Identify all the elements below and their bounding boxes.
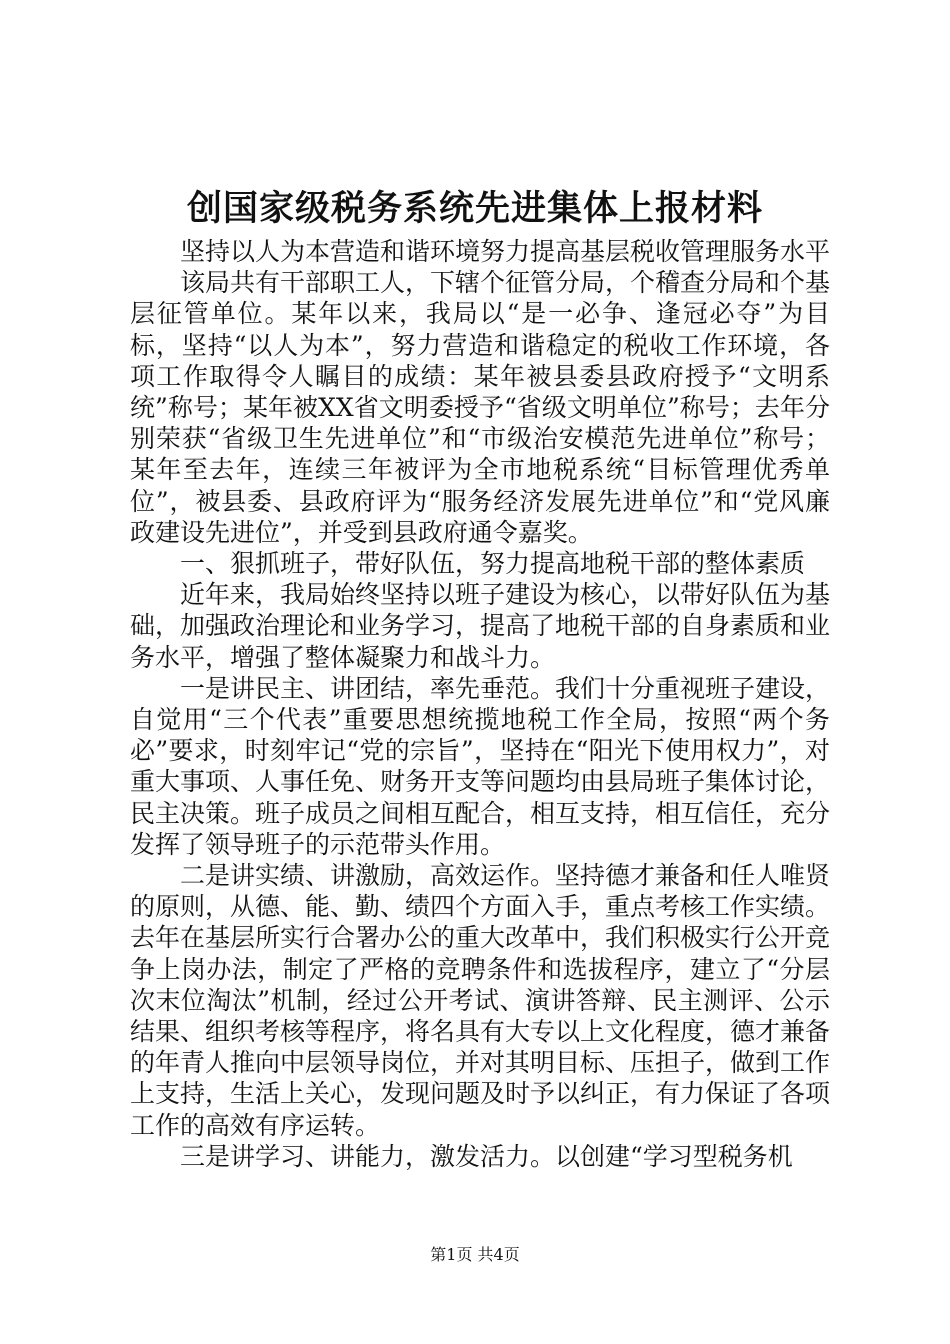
paragraph-point-3: 三是讲学习、讲能力，激发活力。以创建“学习型税务机 [180, 1141, 793, 1171]
paragraph-overview: 该局共有干部职工人，下辖个征管分局，个稽查分局和个基层征管单位。某年以来，我局以“是一必争、逢冠必夺”为目标，坚持“以人为本”，努力营造和谐稳定的税收工作环境，各项工作取得令人瞩目的成绩：某年被县委县政府授予“文明系统”称号；某年被XX省文明委授予“省级文明单位”称号；去年分别荣获“省级卫生先进单位”和“市级治安模范先进单位”称号；某年至去年，连续三年被评为全市地税系统“目标管理优秀单位”，被县委、县政府评为“服务经济发展先进单位”和“党风廉政建设先进位”，并受到县政府通令嘉奖。 [130, 268, 831, 547]
paragraph-subtitle: 坚持以人为本营造和谐环境努力提高基层税收管理服务水平 [180, 237, 831, 266]
document-body [130, 236, 830, 1172]
paragraph-intro: 近年来，我局始终坚持以班子建设为核心，以带好队伍为基础，加强政治理论和业务学习，提高了地税干部的自身素质和业务水平，增强了整体凝聚力和战斗力。 [130, 580, 831, 672]
section-heading-1: 一、狠抓班子，带好队伍，努力提高地税干部的整体素质 [180, 549, 806, 579]
page-footer: 第1页 共4页 [430, 1245, 520, 1264]
document-title: 创国家级税务系统先进集体上报材料 [186, 188, 763, 229]
paragraph-point-1: 一是讲民主、讲团结，率先垂范。我们十分重视班子建设，自觉用“三个代表”重要思想统揽地税工作全局，按照“两个务必”要求，时刻牢记“党的宗旨”，坚持在“阳光下使用权力”，对重大事项、人事任免、财务开支等问题均由县局班子集体讨论，民主决策。班子成员之间相互配合，相互支持，相互信任，充分发挥了领导班子的示范带头作用。 [130, 673, 831, 859]
paragraph-point-2: 二是讲实绩、讲激励，高效运作。坚持德才兼备和任人唯贤的原则，从德、能、勤、绩四个方面入手，重点考核工作实绩。去年在基层所实行合署办公的重大改革中，我们积极实行公开竞争上岗办法，制定了严格的竞聘条件和选拔程序，建立了“分层次末位淘汰”机制，经过公开考试、演讲答辩、民主测评、公示结果、组织考核等程序，将名具有大专以上文化程度，德才兼备的年青人推向中层领导岗位，并对其明目标、压担子，做到工作上支持，生活上关心，发现问题及时予以纠正，有力保证了各项工作的高效有序运转。 [130, 861, 831, 1140]
